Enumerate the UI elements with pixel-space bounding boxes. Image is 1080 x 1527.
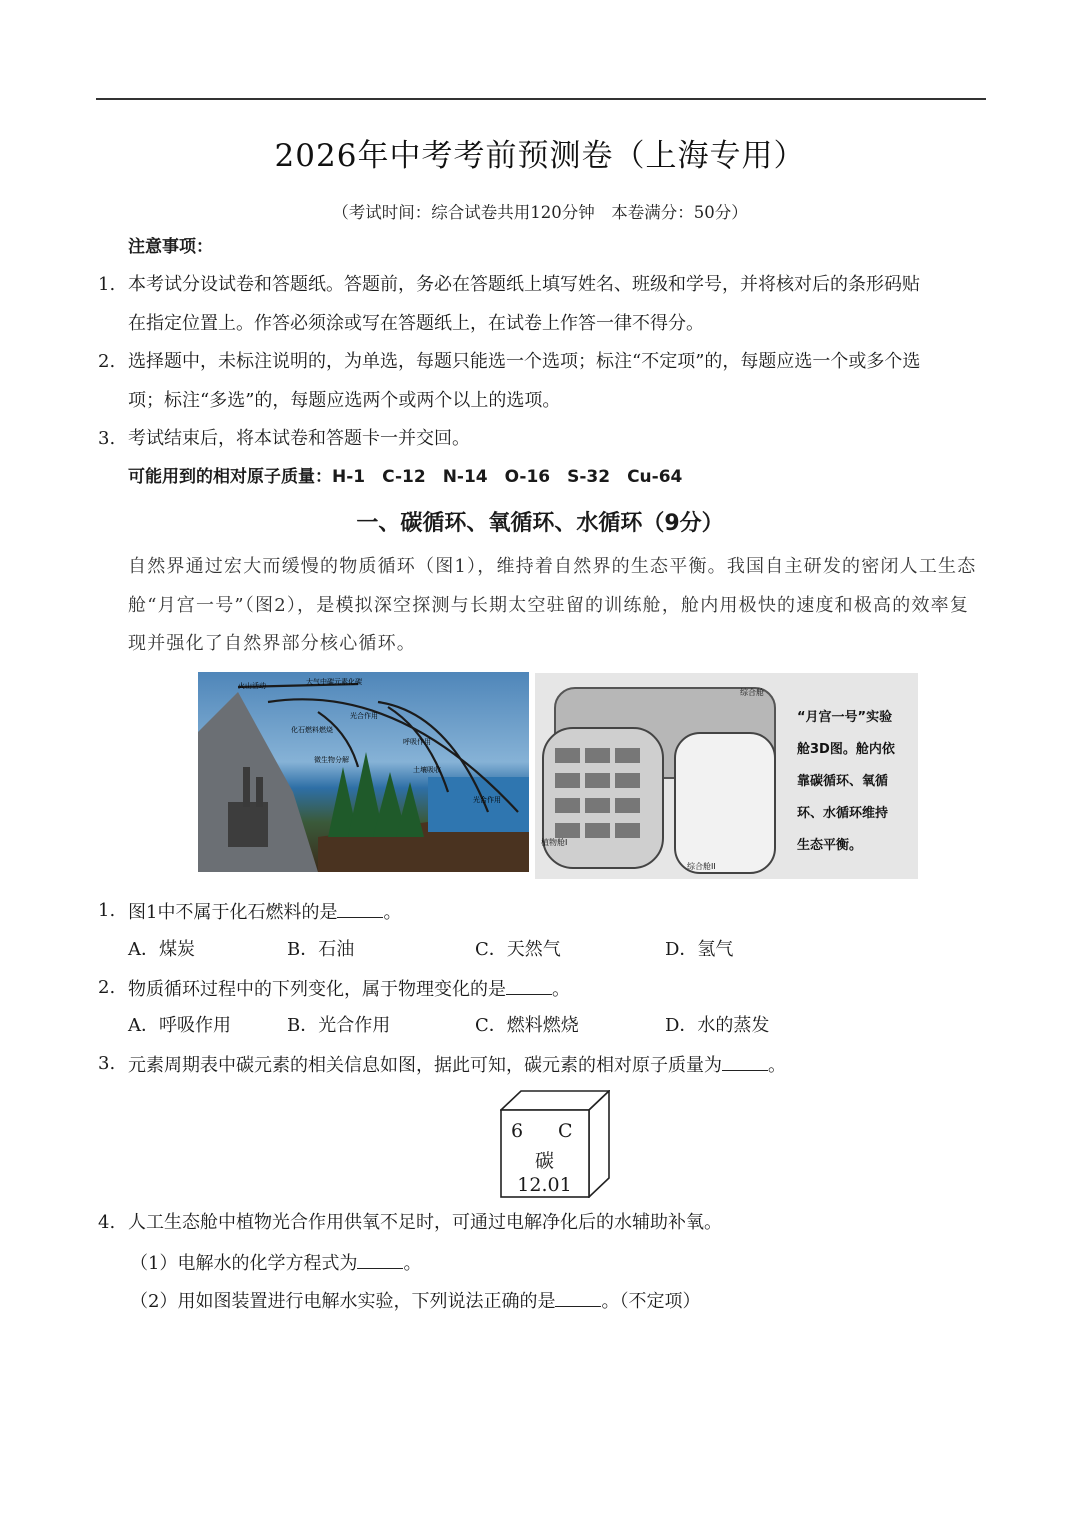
question-text: 人工生态舱中植物光合作用供氧不足时，可通过电解净化后的水辅助补氧。	[128, 1212, 722, 1233]
sub-end: 。（不定项）	[601, 1291, 701, 1312]
option-a[interactable]: A．呼吸作用	[128, 1015, 231, 1036]
figure-2-yuegong-cabin	[535, 673, 918, 879]
exam-info: （考试时间：综合试卷共用120分钟 本卷满分：50分）	[332, 203, 748, 222]
sub-label: （2）	[130, 1291, 178, 1312]
sub-text: 用如图装置进行电解水实验，下列说法正确的是	[177, 1291, 556, 1312]
section-title: 一、碳循环、氧循环、水循环（9分）	[356, 511, 724, 536]
option-b[interactable]: B．石油	[287, 939, 355, 960]
note-number: 1.	[98, 274, 116, 295]
intro-line: 舱“月宫一号”（图2），是模拟深空探测与长期太空驻留的训练舱，舱内用极快的速度和极高的效率复	[128, 595, 970, 616]
fig1-label: 土壤吸收	[413, 766, 441, 774]
note-number: 2.	[98, 351, 116, 372]
fig1-label: 化石燃料燃烧	[291, 726, 333, 734]
option-b[interactable]: B．光合作用	[287, 1015, 391, 1036]
question-number: 1.	[98, 900, 116, 921]
page-title: 2026年中考考前预测卷（上海专用）	[274, 138, 806, 174]
question-number: 2.	[98, 977, 116, 998]
question-text: 图1中不属于化石燃料的是	[128, 902, 338, 923]
option-c[interactable]: C．燃料燃烧	[475, 1015, 579, 1036]
sub-question-1	[130, 1250, 421, 1276]
fig1-label: 大气中碳元素化碳	[306, 678, 362, 686]
answer-blank[interactable]	[357, 1250, 403, 1269]
note-text: 考试结束后，将本试卷和答题卡一并交回。	[128, 428, 470, 449]
option-d[interactable]: D．水的蒸发	[665, 1015, 770, 1036]
atomic-number: 6	[511, 1120, 524, 1142]
fig2-label: 综合舱II	[687, 862, 716, 871]
question-3	[128, 1052, 786, 1078]
sub-end: 。	[403, 1253, 422, 1274]
notes-heading: 注意事项：	[128, 237, 213, 257]
note-text: 选择题中，未标注说明的，为单选，每题只能选一个选项；标注“不定项”的，每题应选一个或多个选	[128, 351, 921, 372]
question-end: 。	[768, 1055, 786, 1076]
question-1	[128, 899, 401, 925]
sub-question-2	[130, 1288, 700, 1314]
question-number: 3.	[98, 1053, 116, 1074]
fig2-label: 植物舱I	[541, 838, 568, 847]
figure-1-natural-cycle	[198, 672, 529, 872]
option-d[interactable]: D．氢气	[665, 939, 734, 960]
fig2-caption-line: 靠碳循环、氧循	[797, 774, 889, 789]
question-end: 。	[552, 979, 570, 1000]
atomic-mass: 12.01	[517, 1174, 572, 1196]
question-2	[128, 976, 570, 1002]
fig1-label: 微生物分解	[314, 756, 349, 764]
note-text: 在指定位置上。作答必须涂或写在答题纸上，在试卷上作答一律不得分。	[128, 313, 704, 334]
option-a[interactable]: A．煤炭	[128, 939, 195, 960]
fig1-label: 光合作用	[350, 712, 378, 720]
note-text: 本考试分设试卷和答题纸。答题前，务必在答题纸上填写姓名、班级和学号，并将核对后的条形码贴	[128, 274, 920, 295]
question-end: 。	[383, 902, 402, 923]
answer-blank[interactable]	[506, 976, 552, 995]
fig2-caption-line: 环、水循环维持	[797, 806, 889, 821]
fig1-label: 光合作用	[473, 796, 501, 804]
fig2-caption-line: 舱3D图。舱内依	[797, 742, 895, 757]
header-rule	[96, 98, 986, 100]
option-c[interactable]: C．天然气	[475, 939, 561, 960]
note-number: 3.	[98, 428, 116, 449]
fig2-label: 综合舱	[740, 688, 764, 697]
fig2-caption-line: “月宫一号”实验	[797, 710, 893, 725]
question-number: 4.	[98, 1212, 116, 1233]
intro-line: 现并强化了自然界部分核心循环。	[128, 633, 416, 654]
question-text: 物质循环过程中的下列变化，属于物理变化的是	[128, 979, 506, 1000]
element-symbol: C	[558, 1120, 573, 1142]
sub-label: （1）	[130, 1253, 178, 1274]
answer-blank[interactable]	[722, 1052, 768, 1071]
intro-line: 自然界通过宏大而缓慢的物质循环（图1），维持着自然界的生态平衡。我国自主研发的密闭人工生态	[128, 556, 977, 577]
atomic-masses: 可能用到的相对原子质量：H-1 C-12 N-14 O-16 S-32 Cu-64	[128, 467, 683, 487]
note-text: 项；标注“多选”的，每题应选两个或两个以上的选项。	[128, 390, 561, 411]
answer-blank[interactable]	[337, 899, 383, 918]
fig1-label: 呼吸作用	[403, 738, 431, 746]
answer-blank[interactable]	[555, 1288, 601, 1307]
carbon-element-card	[500, 1090, 610, 1198]
fig1-label: 火山活动	[238, 682, 266, 690]
fig2-caption-line: 生态平衡。	[797, 838, 863, 853]
sub-text: 电解水的化学方程式为	[177, 1253, 358, 1274]
element-name: 碳	[534, 1150, 554, 1172]
question-text: 元素周期表中碳元素的相关信息如图，据此可知，碳元素的相对原子质量为	[128, 1055, 722, 1076]
